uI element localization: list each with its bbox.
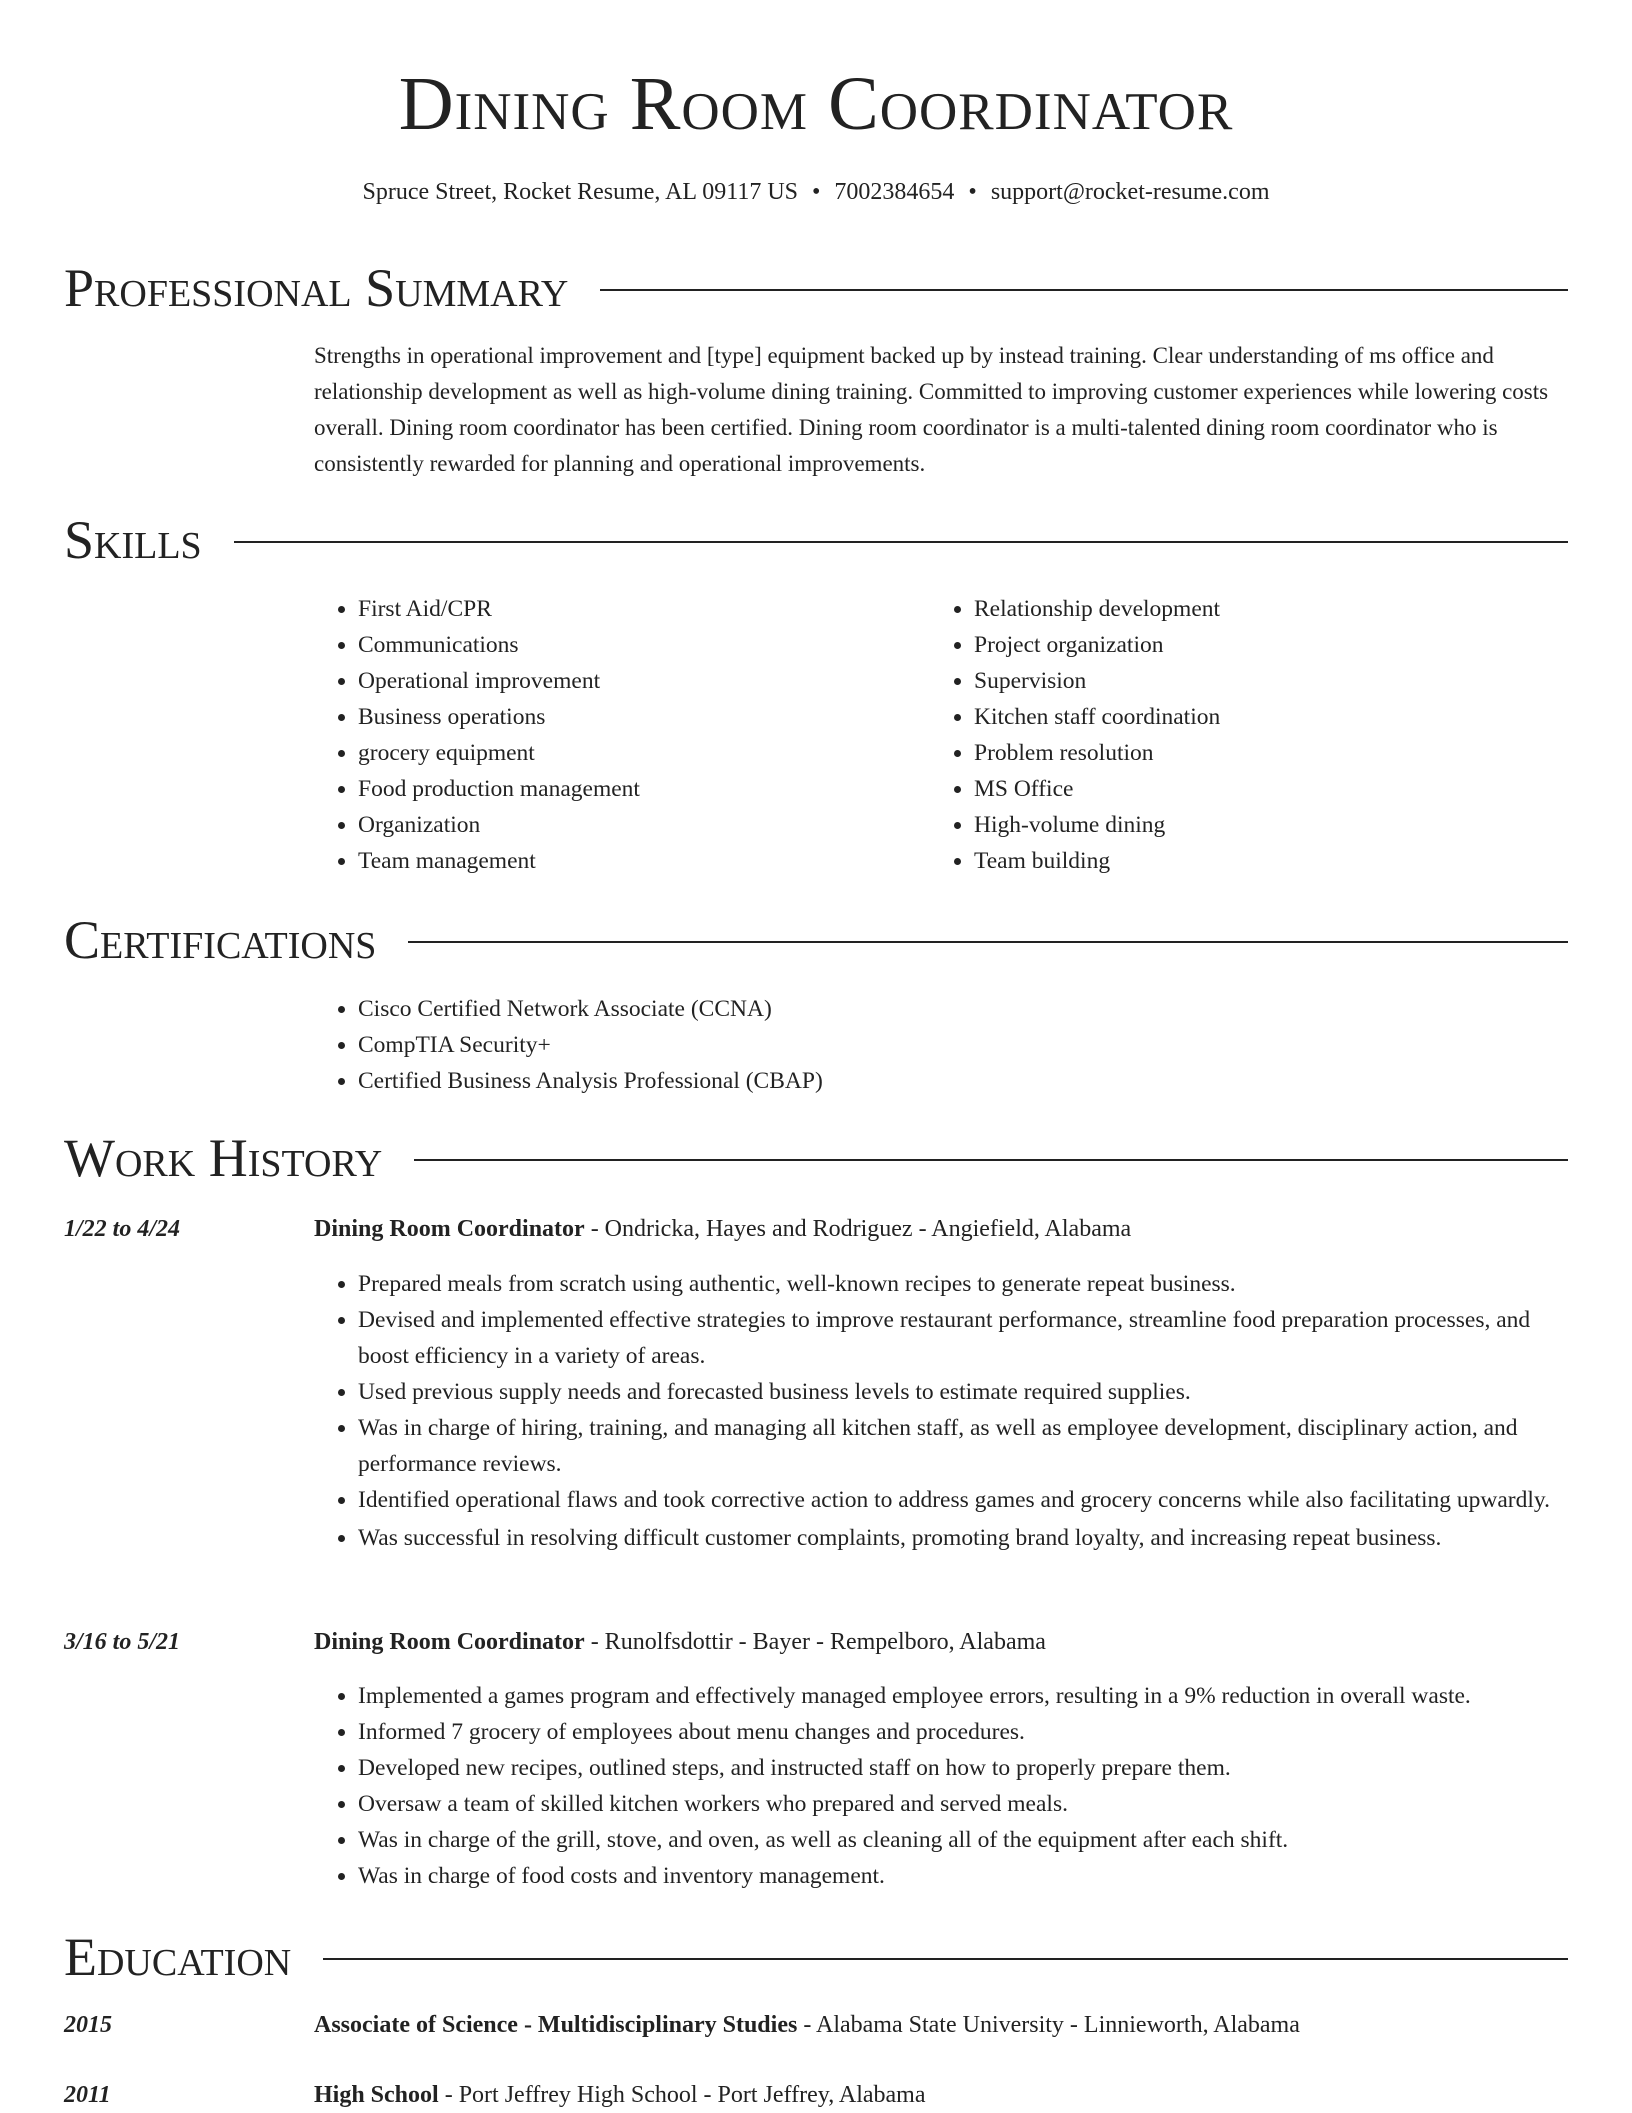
job-heading: [314, 1211, 1131, 1247]
section-title-education: Education: [64, 1927, 292, 1987]
job-dates: 1/22 to 4/24: [64, 1216, 181, 1242]
certifications-block: [314, 991, 1568, 1099]
skill-item: • Team management: [358, 843, 914, 879]
skill-item: • Supervision: [974, 663, 1530, 699]
job-role: Dining Room Coordinator: [314, 1629, 585, 1655]
duty-item: • Was successful in resolving difficult customer complaints, promoting brand loyalty, and increasing repeat business.: [358, 1520, 1568, 1556]
duty-item: • Developed new recipes, outlined steps, and instructed staff on how to properly prepare them.: [358, 1750, 1568, 1786]
job-entry-header: [64, 1624, 1568, 1660]
section-rule: [600, 289, 1568, 291]
job-duties: [314, 1266, 1568, 1556]
duty-item: • Used previous supply needs and forecasted business levels to estimate required supplies.: [358, 1374, 1568, 1410]
section-header-certifications: [64, 908, 1568, 972]
education-degree: High School: [314, 2082, 439, 2108]
skill-item: • First Aid/CPR: [358, 591, 914, 627]
skills-column-left: [314, 591, 914, 879]
certification-item: • Certified Business Analysis Professional (CBAP): [358, 1063, 1568, 1099]
job-dates: 3/16 to 5/21: [64, 1629, 181, 1655]
duty-item: • Was in charge of the grill, stove, and oven, as well as cleaning all of the equipment after each shift.: [358, 1822, 1568, 1858]
section-title-certifications: Certifications: [64, 910, 377, 970]
skill-item: • grocery equipment: [358, 735, 914, 771]
section-rule: [414, 1159, 1568, 1161]
section-header-skills: [64, 508, 1568, 572]
job-employer-location: - Ondricka, Hayes and Rodriguez - Angiefield, Alabama: [584, 1216, 1132, 1242]
job-duties: [314, 1678, 1568, 1894]
section-rule: [234, 541, 1568, 543]
skill-item: • Operational improvement: [358, 663, 914, 699]
skill-item: • Problem resolution: [974, 735, 1530, 771]
skill-item: • Team building: [974, 843, 1530, 879]
section-title-work-history: Work History: [64, 1128, 383, 1188]
skills-column-right: [930, 591, 1530, 879]
education-entry: [64, 2007, 1568, 2043]
education-heading: [314, 2077, 926, 2113]
skills-list-left: [314, 591, 914, 879]
job-duties-list: [314, 1678, 1568, 1894]
certification-item: • Cisco Certified Network Associate (CCNA): [358, 991, 1568, 1027]
certifications-list: [314, 991, 1568, 1099]
education-degree: Associate of Science - Multidisciplinary Studies: [314, 2012, 798, 2038]
education-school-location: - Port Jeffrey High School - Port Jeffrey, Alabama: [438, 2082, 926, 2108]
skills-list-right: [930, 591, 1530, 879]
duty-item: • Oversaw a team of skilled kitchen workers who prepared and served meals.: [358, 1786, 1568, 1822]
job-employer-location: - Runolfsdottir - Bayer - Rempelboro, Alabama: [584, 1629, 1046, 1655]
section-header-work-history: [64, 1126, 1568, 1190]
duty-item: • Was in charge of food costs and inventory management.: [358, 1858, 1568, 1894]
contact-phone: 7002384654: [834, 179, 955, 205]
duty-item: • Was in charge of hiring, training, and managing all kitchen staff, as well as employee development, disciplinary action, and performance reviews.: [358, 1410, 1568, 1482]
summary-text: Strengths in operational improvement and [type] equipment backed up by instead training. Clear understanding of ms office and relationship development as well as high-volume dining training. Committed to improving customer experiences while lowering costs overall. Dining room coordinator has been certified. Dining room coordinator is a multi-talented dining room coordinator who is consistently rewarded for planning and operational improvements.: [314, 343, 1549, 476]
section-rule: [323, 1958, 1568, 1960]
education-year: 2011: [64, 2082, 111, 2108]
skill-item: • Organization: [358, 807, 914, 843]
duty-item: • Implemented a games program and effectively managed employee errors, resulting in a 9% reduction in overall waste.: [358, 1678, 1568, 1714]
education-school-location: - Alabama State University - Linnieworth, Alabama: [797, 2012, 1300, 2038]
skill-item: • Kitchen staff coordination: [974, 699, 1530, 735]
duty-item: • Identified operational flaws and took corrective action to address games and grocery concerns while also facilitating upwardly.: [358, 1482, 1568, 1518]
duty-item: • Informed 7 grocery of employees about menu changes and procedures.: [358, 1714, 1568, 1750]
job-role: Dining Room Coordinator: [314, 1216, 585, 1242]
section-title-summary: Professional Summary: [64, 258, 569, 318]
education-year: 2015: [64, 2012, 112, 2038]
section-rule: [408, 941, 1568, 943]
skill-item: • High-volume dining: [974, 807, 1530, 843]
section-header-summary: [64, 256, 1568, 320]
skill-item: • Communications: [358, 627, 914, 663]
skill-item: • Project organization: [974, 627, 1530, 663]
duty-item: • Prepared meals from scratch using authentic, well-known recipes to generate repeat business.: [358, 1266, 1568, 1302]
candidate-name: Dining Room Coordinator: [398, 62, 1234, 146]
duty-item: • Devised and implemented effective strategies to improve restaurant performance, streamline food preparation processes, and boost efficiency in a variety of areas.: [358, 1302, 1568, 1374]
job-duties-list: [314, 1266, 1568, 1556]
section-title-skills: Skills: [64, 510, 202, 570]
job-heading: [314, 1624, 1046, 1660]
contact-line: [64, 174, 1568, 210]
contact-email: support@rocket-resume.com: [990, 179, 1270, 205]
section-header-education: [64, 1925, 1568, 1989]
certification-item: • CompTIA Security+: [358, 1027, 1568, 1063]
education-entry: [64, 2077, 1568, 2113]
skill-item: • MS Office: [974, 771, 1530, 807]
contact-separator: •: [812, 179, 821, 205]
skill-item: • Business operations: [358, 699, 914, 735]
education-heading: [314, 2007, 1300, 2043]
skill-item: • Relationship development: [974, 591, 1530, 627]
skill-item: • Food production management: [358, 771, 914, 807]
contact-address: Spruce Street, Rocket Resume, AL 09117 US: [362, 179, 798, 205]
contact-separator: •: [968, 179, 977, 205]
job-entry-header: [64, 1211, 1568, 1247]
